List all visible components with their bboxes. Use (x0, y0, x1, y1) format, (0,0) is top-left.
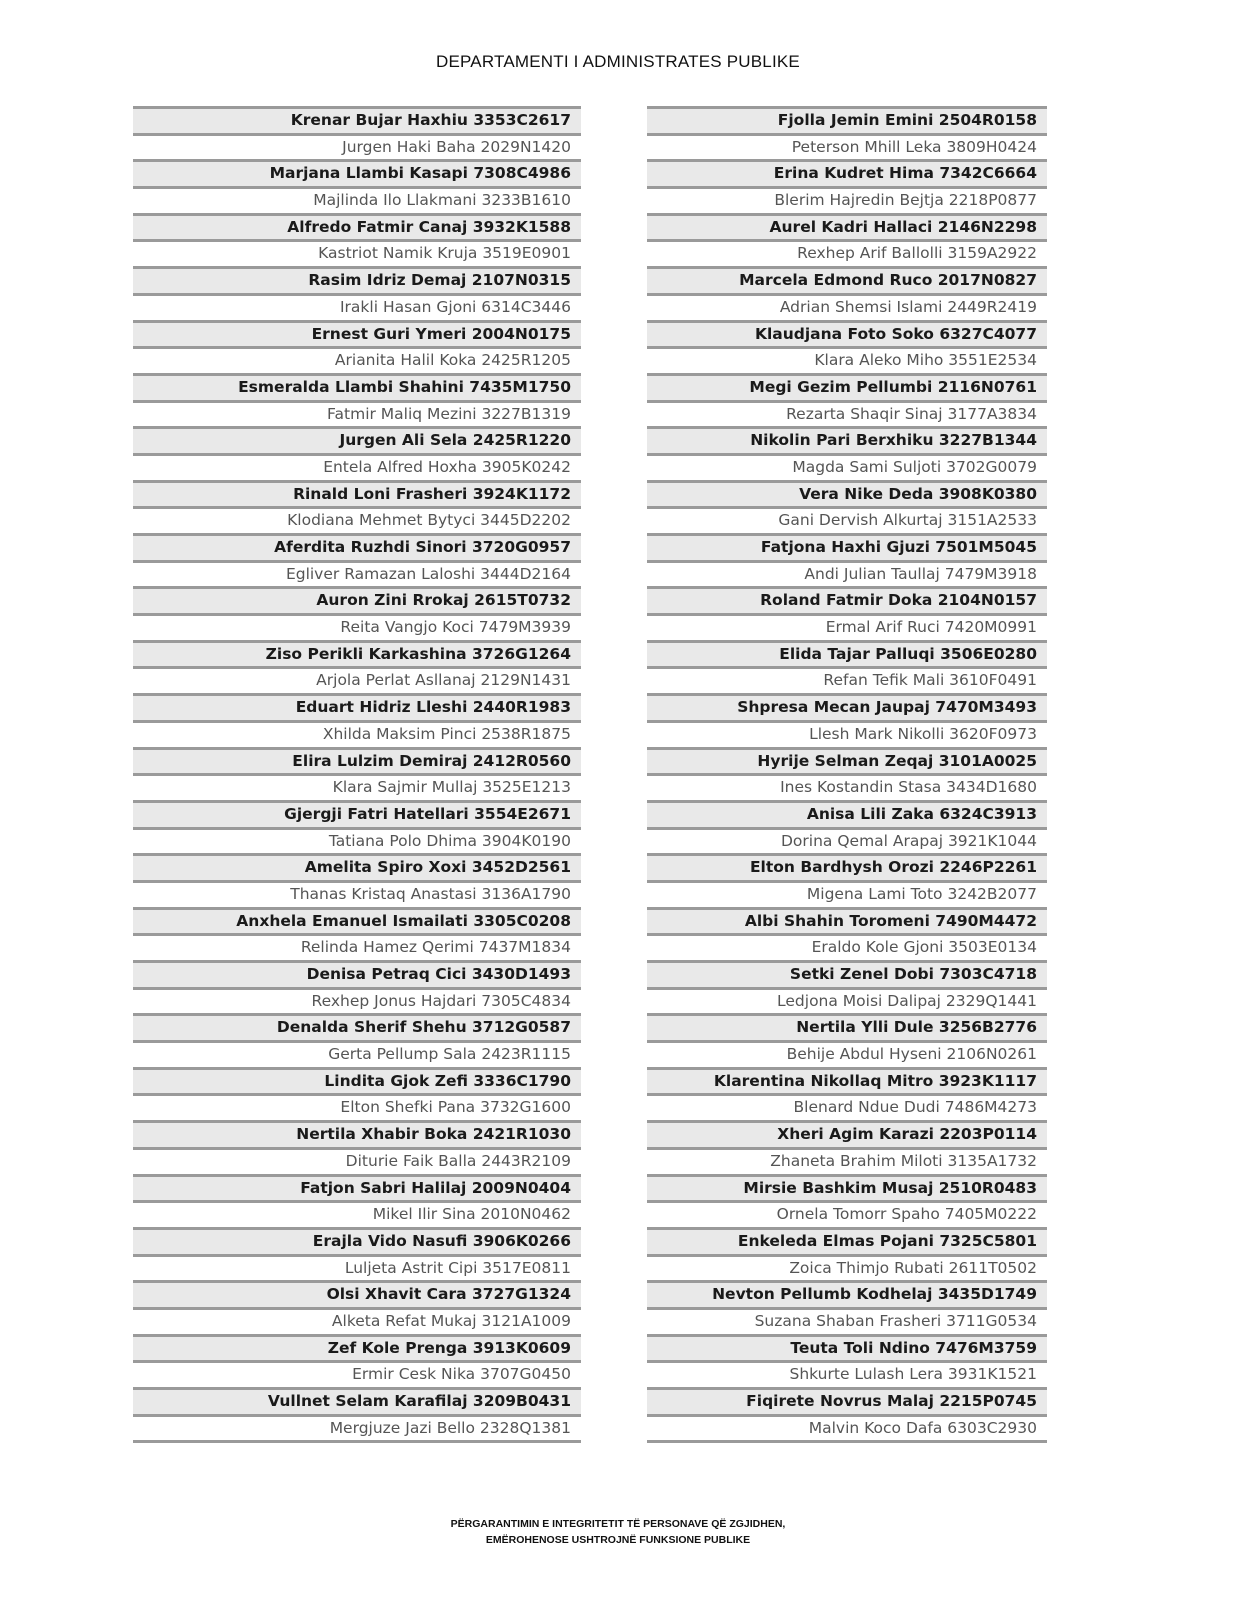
list-row: Amelita Spiro Xoxi 3452D2561 (133, 853, 581, 880)
list-row: Peterson Mhill Leka 3809H0424 (647, 133, 1047, 160)
list-row: Setki Zenel Dobi 7303C4718 (647, 960, 1047, 987)
list-row: Mirsie Bashkim Musaj 2510R0483 (647, 1174, 1047, 1201)
list-row: Luljeta Astrit Cipi 3517E0811 (133, 1254, 581, 1281)
right-name-list (647, 106, 1047, 1443)
list-row: Thanas Kristaq Anastasi 3136A1790 (133, 880, 581, 907)
list-row: Arianita Halil Koka 2425R1205 (133, 346, 581, 373)
list-row: Mergjuze Jazi Bello 2328Q1381 (133, 1414, 581, 1441)
list-row: Klara Sajmir Mullaj 3525E1213 (133, 773, 581, 800)
list-row: Marjana Llambi Kasapi 7308C4986 (133, 159, 581, 186)
list-row: Rezarta Shaqir Sinaj 3177A3834 (647, 400, 1047, 427)
list-row: Mikel Ilir Sina 2010N0462 (133, 1200, 581, 1227)
list-row: Alketa Refat Mukaj 3121A1009 (133, 1307, 581, 1334)
list-row: Xhilda Maksim Pinci 2538R1875 (133, 720, 581, 747)
list-row: Gani Dervish Alkurtaj 3151A2533 (647, 506, 1047, 533)
list-row: Ermir Cesk Nika 3707G0450 (133, 1360, 581, 1387)
list-row: Fatjona Haxhi Gjuzi 7501M5045 (647, 533, 1047, 560)
list-row: Entela Alfred Hoxha 3905K0242 (133, 453, 581, 480)
list-row: Enkeleda Elmas Pojani 7325C5801 (647, 1227, 1047, 1254)
list-row: Zoica Thimjo Rubati 2611T0502 (647, 1254, 1047, 1281)
list-row: Rasim Idriz Demaj 2107N0315 (133, 266, 581, 293)
list-row: Egliver Ramazan Laloshi 3444D2164 (133, 560, 581, 587)
list-row: Anxhela Emanuel Ismailati 3305C0208 (133, 907, 581, 934)
list-row: Alfredo Fatmir Canaj 3932K1588 (133, 213, 581, 240)
list-row: Zef Kole Prenga 3913K0609 (133, 1334, 581, 1361)
list-row: Elira Lulzim Demiraj 2412R0560 (133, 747, 581, 774)
left-name-list (133, 106, 581, 1443)
list-row: Eduart Hidriz Lleshi 2440R1983 (133, 693, 581, 720)
list-row: Vera Nike Deda 3908K0380 (647, 480, 1047, 507)
list-end-rule (647, 1440, 1047, 1443)
list-row: Malvin Koco Dafa 6303C2930 (647, 1414, 1047, 1441)
list-row: Ermal Arif Ruci 7420M0991 (647, 613, 1047, 640)
list-row: Anisa Lili Zaka 6324C3913 (647, 800, 1047, 827)
list-row: Rexhep Arif Ballolli 3159A2922 (647, 239, 1047, 266)
page-footer (0, 1516, 1236, 1548)
list-row: Migena Lami Toto 3242B2077 (647, 880, 1047, 907)
list-row: Ines Kostandin Stasa 3434D1680 (647, 773, 1047, 800)
list-row: Kastriot Namik Kruja 3519E0901 (133, 239, 581, 266)
list-row: Vullnet Selam Karafilaj 3209B0431 (133, 1387, 581, 1414)
list-end-rule (133, 1440, 581, 1443)
list-row: Xheri Agim Karazi 2203P0114 (647, 1120, 1047, 1147)
list-row: Tatiana Polo Dhima 3904K0190 (133, 827, 581, 854)
list-row: Nertila Ylli Dule 3256B2776 (647, 1013, 1047, 1040)
list-row: Rinald Loni Frasheri 3924K1172 (133, 480, 581, 507)
list-row: Shpresa Mecan Jaupaj 7470M3493 (647, 693, 1047, 720)
list-row: Aferdita Ruzhdi Sinori 3720G0957 (133, 533, 581, 560)
list-row: Ledjona Moisi Dalipaj 2329Q1441 (647, 987, 1047, 1014)
list-row: Teuta Toli Ndino 7476M3759 (647, 1334, 1047, 1361)
list-row: Hyrije Selman Zeqaj 3101A0025 (647, 747, 1047, 774)
list-row: Zhaneta Brahim Miloti 3135A1732 (647, 1147, 1047, 1174)
list-row: Reita Vangjo Koci 7479M3939 (133, 613, 581, 640)
list-row: Klaudjana Foto Soko 6327C4077 (647, 320, 1047, 347)
list-row: Fiqirete Novrus Malaj 2215P0745 (647, 1387, 1047, 1414)
list-row: Auron Zini Rrokaj 2615T0732 (133, 586, 581, 613)
list-row: Lindita Gjok Zefi 3336C1790 (133, 1067, 581, 1094)
list-row: Marcela Edmond Ruco 2017N0827 (647, 266, 1047, 293)
list-row: Klara Aleko Miho 3551E2534 (647, 346, 1047, 373)
list-row: Refan Tefik Mali 3610F0491 (647, 666, 1047, 693)
list-row: Denalda Sherif Shehu 3712G0587 (133, 1013, 581, 1040)
list-row: Llesh Mark Nikolli 3620F0973 (647, 720, 1047, 747)
list-row: Suzana Shaban Frasheri 3711G0534 (647, 1307, 1047, 1334)
list-row: Majlinda Ilo Llakmani 3233B1610 (133, 186, 581, 213)
list-row: Andi Julian Taullaj 7479M3918 (647, 560, 1047, 587)
list-row: Magda Sami Suljoti 3702G0079 (647, 453, 1047, 480)
list-row: Elida Tajar Palluqi 3506E0280 (647, 640, 1047, 667)
list-row: Rexhep Jonus Hajdari 7305C4834 (133, 987, 581, 1014)
list-row: Ornela Tomorr Spaho 7405M0222 (647, 1200, 1047, 1227)
list-row: Elton Shefki Pana 3732G1600 (133, 1093, 581, 1120)
list-row: Klodiana Mehmet Bytyci 3445D2202 (133, 506, 581, 533)
list-row: Gerta Pellump Sala 2423R1115 (133, 1040, 581, 1067)
list-row: Fatmir Maliq Mezini 3227B1319 (133, 400, 581, 427)
list-row: Albi Shahin Toromeni 7490M4472 (647, 907, 1047, 934)
list-row: Relinda Hamez Qerimi 7437M1834 (133, 933, 581, 960)
list-row: Klarentina Nikollaq Mitro 3923K1117 (647, 1067, 1047, 1094)
list-row: Gjergji Fatri Hatellari 3554E2671 (133, 800, 581, 827)
list-row: Arjola Perlat Asllanaj 2129N1431 (133, 666, 581, 693)
list-row: Behije Abdul Hyseni 2106N0261 (647, 1040, 1047, 1067)
list-row: Adrian Shemsi Islami 2449R2419 (647, 293, 1047, 320)
list-row: Olsi Xhavit Cara 3727G1324 (133, 1280, 581, 1307)
list-row: Eraldo Kole Gjoni 3503E0134 (647, 933, 1047, 960)
footer-line-2: EMËROHENOSE USHTROJNË FUNKSIONE PUBLIKE (485, 1534, 751, 1546)
list-row: Elton Bardhysh Orozi 2246P2261 (647, 853, 1047, 880)
list-row: Krenar Bujar Haxhiu 3353C2617 (133, 106, 581, 133)
list-row: Denisa Petraq Cici 3430D1493 (133, 960, 581, 987)
list-row: Erajla Vido Nasufi 3906K0266 (133, 1227, 581, 1254)
list-row: Diturie Faik Balla 2443R2109 (133, 1147, 581, 1174)
list-row: Nevton Pellumb Kodhelaj 3435D1749 (647, 1280, 1047, 1307)
list-row: Jurgen Ali Sela 2425R1220 (133, 426, 581, 453)
list-row: Blerim Hajredin Bejtja 2218P0877 (647, 186, 1047, 213)
list-row: Irakli Hasan Gjoni 6314C3446 (133, 293, 581, 320)
list-row: Ziso Perikli Karkashina 3726G1264 (133, 640, 581, 667)
page-title: DEPARTAMENTI I ADMINISTRATES PUBLIKE (436, 52, 800, 71)
list-row: Shkurte Lulash Lera 3931K1521 (647, 1360, 1047, 1387)
list-row: Fjolla Jemin Emini 2504R0158 (647, 106, 1047, 133)
list-row: Dorina Qemal Arapaj 3921K1044 (647, 827, 1047, 854)
list-row: Megi Gezim Pellumbi 2116N0761 (647, 373, 1047, 400)
list-row: Roland Fatmir Doka 2104N0157 (647, 586, 1047, 613)
list-row: Aurel Kadri Hallaci 2146N2298 (647, 213, 1047, 240)
list-row: Ernest Guri Ymeri 2004N0175 (133, 320, 581, 347)
list-row: Erina Kudret Hima 7342C6664 (647, 159, 1047, 186)
list-row: Blenard Ndue Dudi 7486M4273 (647, 1093, 1047, 1120)
list-row: Nertila Xhabir Boka 2421R1030 (133, 1120, 581, 1147)
list-row: Nikolin Pari Berxhiku 3227B1344 (647, 426, 1047, 453)
footer-line-1: PËRGARANTIMIN E INTEGRITETIT TË PERSONAVE QË ZGJIDHEN, (450, 1518, 786, 1530)
list-row: Jurgen Haki Baha 2029N1420 (133, 133, 581, 160)
list-row: Fatjon Sabri Halilaj 2009N0404 (133, 1174, 581, 1201)
list-row: Esmeralda Llambi Shahini 7435M1750 (133, 373, 581, 400)
